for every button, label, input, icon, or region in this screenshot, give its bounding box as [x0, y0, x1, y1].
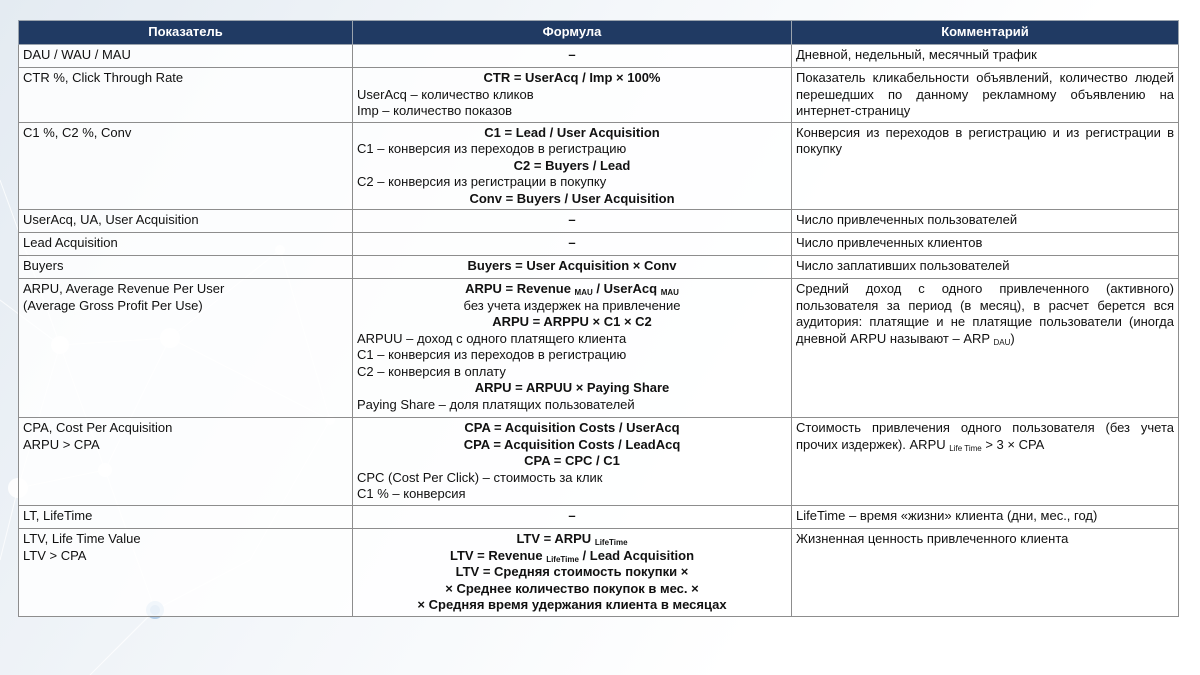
table-row	[19, 45, 1179, 68]
comment-text: Средний доход с одного привлеченного (активного) пользователя за период (в месяц), в расчет берется вся аудитория: платящие и не платящие пользователи (иногда дневной ARPU называют – ARP $_{DAU}$)	[796, 281, 1174, 347]
subscript-text: LifeTime	[546, 554, 579, 564]
comment-text: Показатель кликабельности объявлений, количество людей перешедших по данному рекламному объявлению на интернет-страницу	[796, 70, 1174, 118]
formula-note: UserAcq – количество кликов	[357, 86, 534, 102]
metrics-table	[18, 20, 1179, 617]
table-body	[19, 45, 1179, 617]
table-row	[19, 529, 1179, 617]
cell-indicator	[19, 279, 353, 418]
comment-text: LifeTime – время «жизни» клиента (дни, мес., год)	[796, 508, 1098, 523]
header-comment: Комментарий	[792, 21, 1179, 45]
cell-indicator	[19, 506, 353, 529]
cell-comment	[792, 210, 1179, 233]
formula-note: Imp – количество показов	[357, 103, 513, 118]
cell-comment	[792, 68, 1179, 123]
formula-line: CPA = Acquisition Costs / LeadAcq	[463, 436, 681, 452]
comment-text: Дневной, недельный, месячный трафик	[796, 47, 1037, 62]
formula-line: C2 = Buyers / Lead	[513, 157, 631, 173]
comment-text: Число привлеченных пользователей	[796, 212, 1018, 227]
formula-note: C2 – конверсия в оплату	[357, 363, 506, 379]
cell-comment	[792, 418, 1179, 506]
cell-formula	[353, 122, 792, 210]
cell-comment	[792, 506, 1179, 529]
cell-formula	[353, 506, 792, 529]
indicator-line: ARPU, Average Revenue Per User	[23, 281, 225, 296]
table-row	[19, 122, 1179, 210]
formula-line: –	[568, 508, 576, 523]
cell-formula	[353, 256, 792, 279]
formula-note: C1 % – конверсия	[357, 486, 466, 501]
comment-text: Число заплативших пользователей	[796, 258, 1010, 273]
formula-line: ARPU = ARPPU × C1 × C2	[492, 314, 652, 329]
cell-indicator	[19, 233, 353, 256]
cell-formula	[353, 210, 792, 233]
indicator-line: LT, LifeTime	[23, 508, 93, 523]
indicator-line: LTV > CPA	[23, 547, 87, 563]
header-indicator: Показатель	[19, 21, 353, 45]
cell-indicator	[19, 122, 353, 210]
cell-formula	[353, 45, 792, 68]
subscript-text: MAU	[574, 288, 593, 297]
formula-line: ARPU = ARPUU × Paying Share	[474, 380, 670, 395]
cell-formula	[353, 233, 792, 256]
cell-indicator	[19, 256, 353, 279]
formula-line: LTV = ARPU $_{LifeTime}$	[516, 531, 628, 547]
formula-line: ARPU = Revenue $_{MAU}$ / UserAcq $_{MAU}$	[465, 281, 679, 297]
cell-indicator	[19, 418, 353, 506]
formula-note: Paying Share – доля платящих пользователей	[357, 396, 635, 412]
cell-indicator	[19, 529, 353, 617]
indicator-line: CPA, Cost Per Acquisition	[23, 420, 173, 435]
formula-note: C2 – конверсия из регистрации в покупку	[357, 174, 607, 189]
formula-line: CTR = UserAcq / Imp × 100%	[483, 70, 661, 85]
subscript-text: DAU	[993, 337, 1011, 347]
cell-comment	[792, 122, 1179, 210]
formula-note: без учета издержек на привлечение	[463, 297, 681, 313]
formula-line: C1 = Lead / User Acquisition	[484, 124, 660, 140]
header-row	[19, 21, 1179, 45]
table-row	[19, 506, 1179, 529]
formula-line: LTV = Revenue $_{LifeTime}$ / Lead Acquisition	[449, 547, 695, 564]
indicator-line: Buyers	[23, 258, 64, 273]
comment-text: Число привлеченных клиентов	[796, 235, 983, 250]
formula-line: –	[568, 212, 576, 227]
formula-line: LTV = Средняя стоимость покупки ×	[455, 564, 689, 579]
formula-line: –	[568, 235, 576, 250]
formula-note: ARPUU – доход с одного платящего клиента	[357, 330, 627, 346]
cell-comment	[792, 529, 1179, 617]
formula-line: × Средняя время удержания клиента в месяцах	[417, 597, 727, 612]
table-row	[19, 68, 1179, 123]
table-row	[19, 233, 1179, 256]
indicator-line: CTR %, Click Through Rate	[23, 70, 184, 85]
indicator-line: (Average Gross Profit Per Use)	[23, 297, 203, 313]
table-row	[19, 279, 1179, 418]
cell-formula	[353, 68, 792, 123]
indicator-line: UserAcq, UA, User Acquisition	[23, 212, 199, 227]
indicator-line: ARPU > CPA	[23, 436, 100, 452]
cell-formula	[353, 279, 792, 418]
comment-text: Стоимость привлечения одного пользователя (без учета прочих издержек). ARPU $_{Life Time}$ > 3 × CPA	[796, 420, 1174, 453]
formula-line: Conv = Buyers / User Acquisition	[469, 190, 675, 206]
cell-formula	[353, 529, 792, 617]
indicator-line: DAU / WAU / MAU	[23, 47, 131, 62]
formula-line: Buyers = User Acquisition × Conv	[467, 258, 677, 273]
subscript-text: MAU	[660, 288, 679, 297]
table-row	[19, 418, 1179, 506]
formula-line: × Среднее количество покупок в мес. ×	[445, 580, 699, 596]
indicator-line: C1 %, C2 %, Conv	[23, 124, 132, 140]
formula-line: CPA = CPC / C1	[524, 453, 620, 468]
formula-note: C1 – конверсия из переходов в регистрацию	[357, 141, 627, 156]
subscript-text: Life Time	[949, 443, 982, 453]
comment-text: Конверсия из переходов в регистрацию и из регистрации в покупку	[796, 124, 1174, 156]
header-formula: Формула	[353, 21, 792, 45]
cell-formula	[353, 418, 792, 506]
cell-comment	[792, 279, 1179, 418]
indicator-line: Lead Acquisition	[23, 235, 118, 250]
table-row	[19, 210, 1179, 233]
indicator-line: LTV, Life Time Value	[23, 531, 141, 546]
formula-line: –	[568, 47, 576, 62]
table-row	[19, 256, 1179, 279]
comment-text: Жизненная ценность привлеченного клиента	[796, 531, 1069, 546]
formula-note: C1 – конверсия из переходов в регистрацию	[357, 347, 627, 362]
cell-indicator	[19, 68, 353, 123]
cell-comment	[792, 233, 1179, 256]
formula-note: CPC (Cost Per Click) – стоимость за клик	[357, 469, 603, 485]
formula-line: CPA = Acquisition Costs / UserAcq	[464, 420, 680, 435]
cell-indicator	[19, 210, 353, 233]
cell-comment	[792, 256, 1179, 279]
cell-indicator	[19, 45, 353, 68]
cell-comment	[792, 45, 1179, 68]
subscript-text: LifeTime	[594, 538, 628, 547]
